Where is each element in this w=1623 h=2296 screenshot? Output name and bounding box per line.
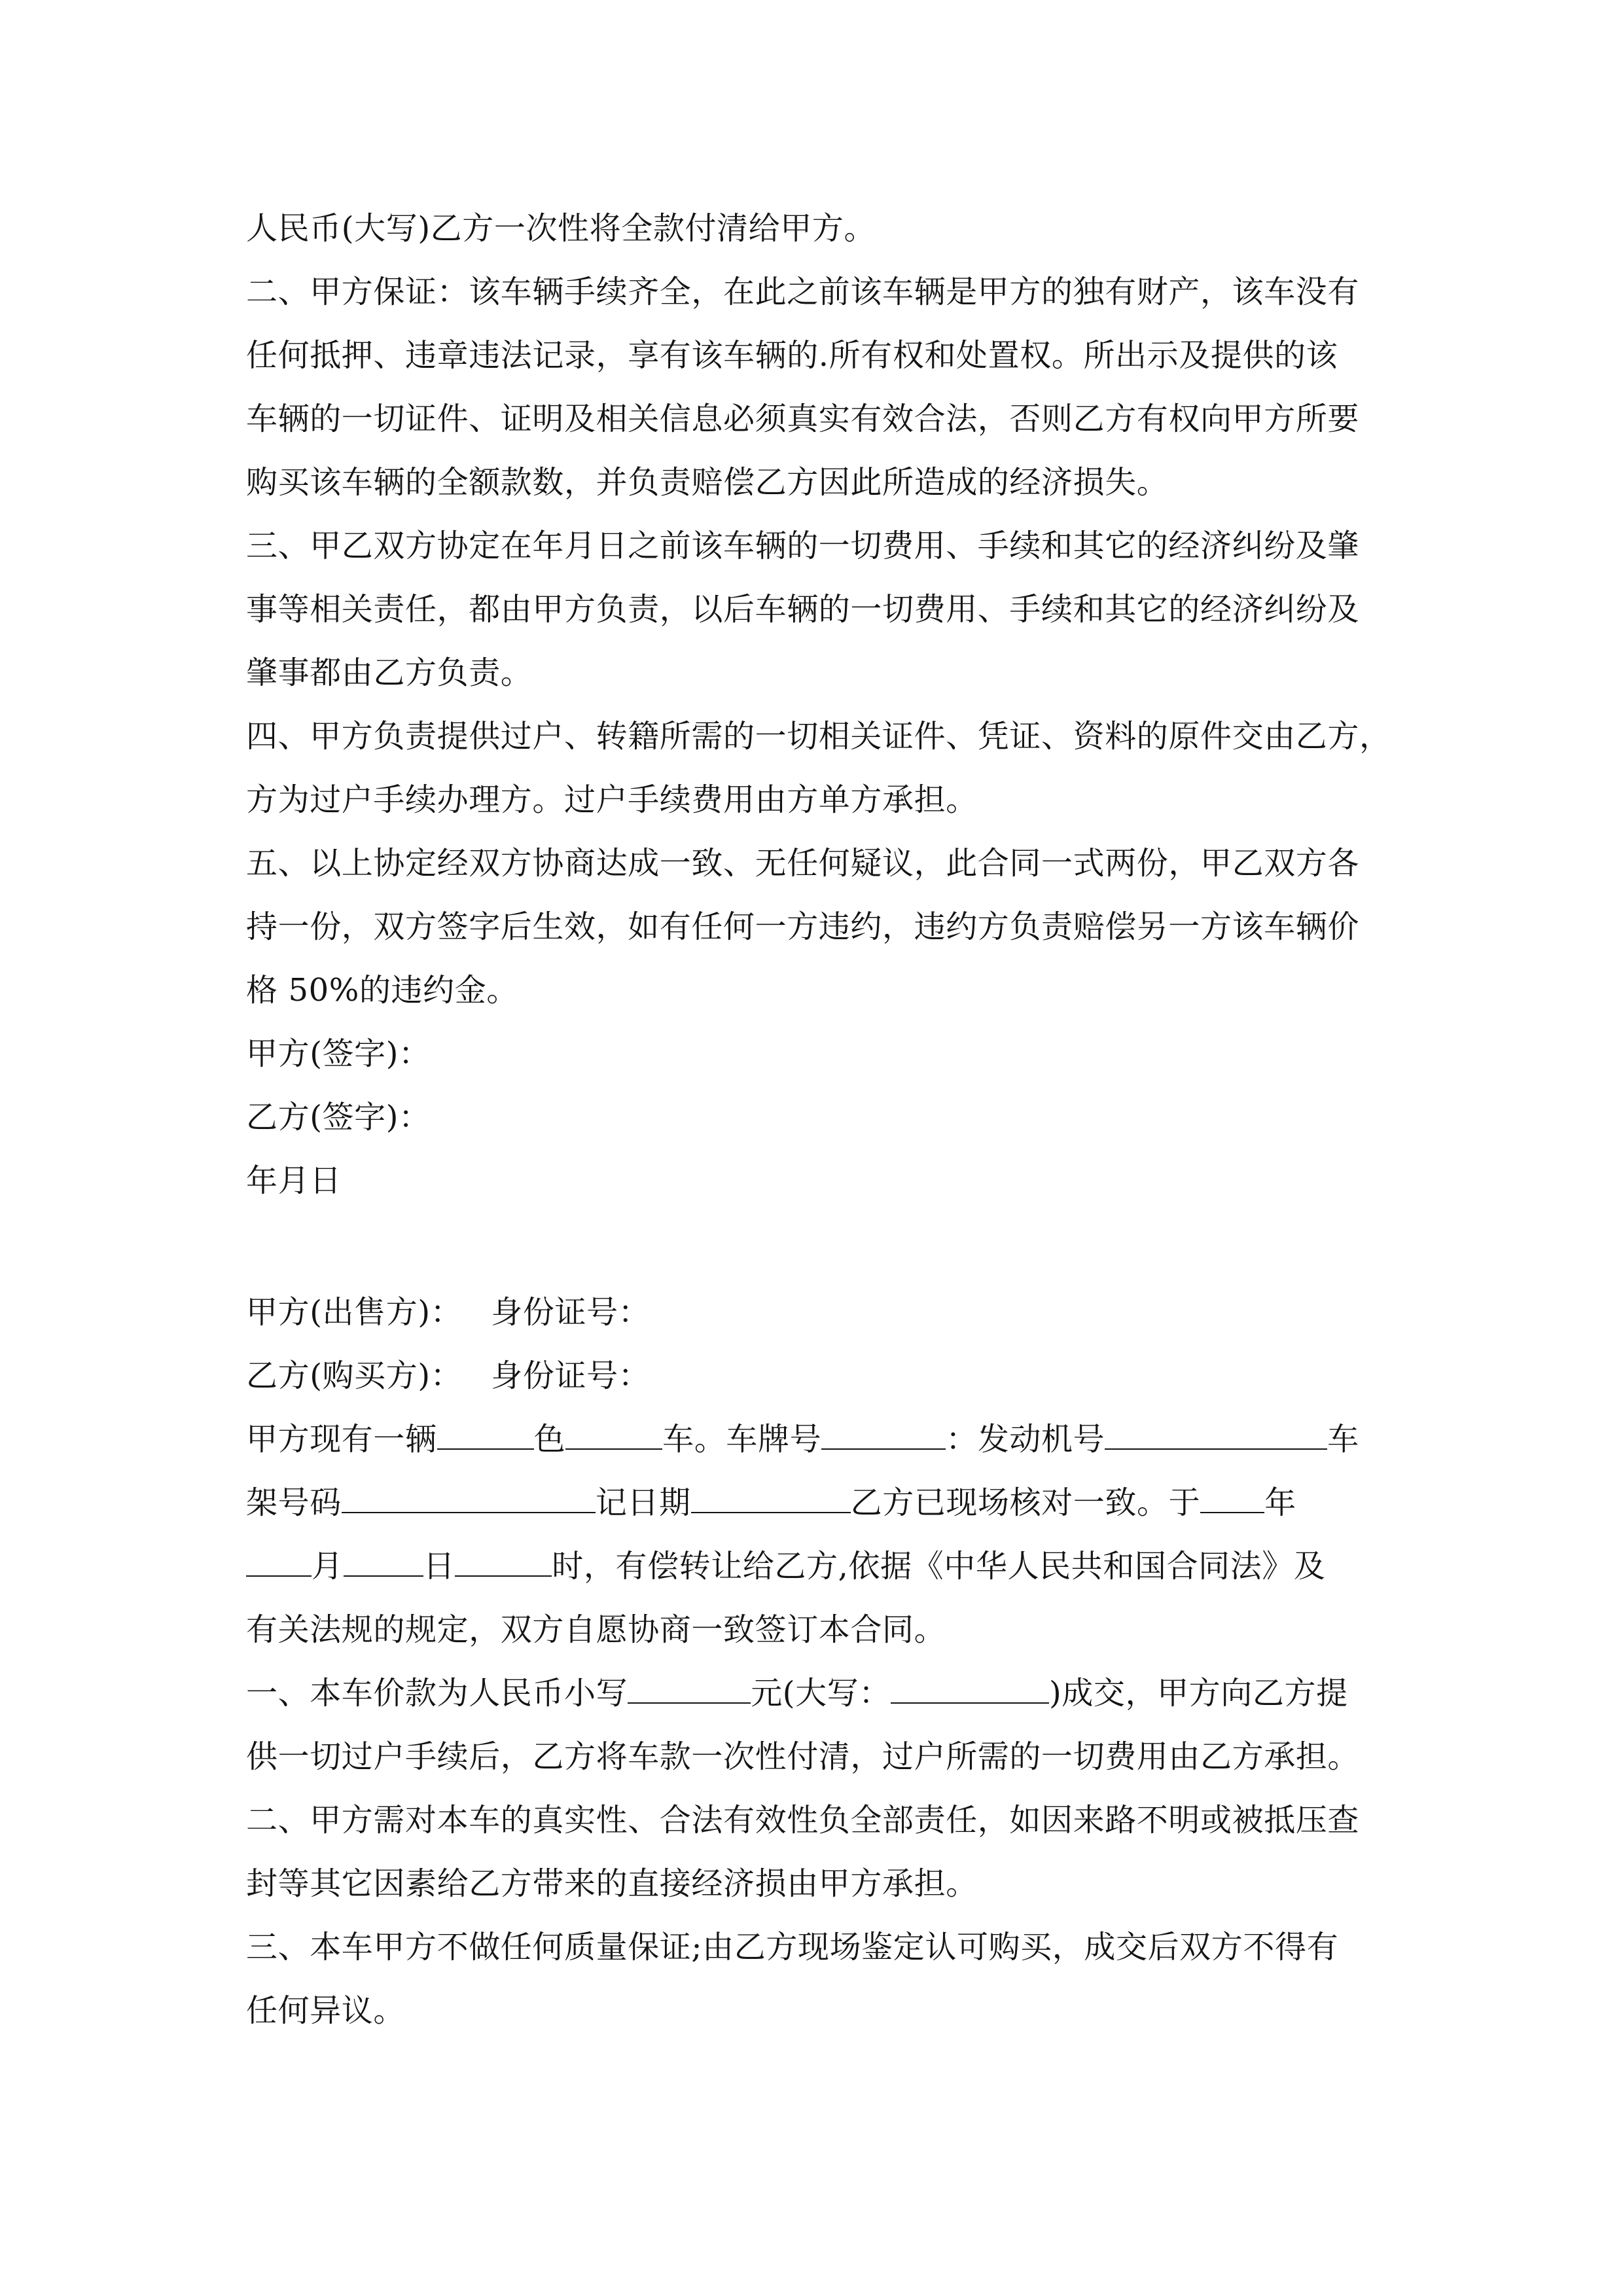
transfer-time-line: [246, 1535, 1398, 1598]
text-segment: 甲方现有一辆: [246, 1421, 437, 1458]
text-segment: 乙方已现场核对一致。于: [850, 1484, 1201, 1521]
text-line: 方为过户手续办理方。过户手续费用由方单方承担。: [246, 781, 978, 818]
color-blank[interactable]: [437, 1426, 534, 1450]
party-b-signature-line: 乙方(签字)：: [246, 1099, 431, 1136]
text-line: 人民币(大写)乙方一次性将全款付清给甲方。: [246, 210, 876, 247]
seller-line: [246, 1281, 1398, 1344]
text-line: 有关法规的规定，双方自愿协商一致签订本合同。: [246, 1611, 946, 1648]
date-line: 年月日: [246, 1162, 342, 1199]
hour-blank[interactable]: [455, 1553, 552, 1577]
month-blank[interactable]: [246, 1553, 312, 1577]
text-line: 任何异议。: [246, 1992, 406, 2029]
text-line: 二、甲方保证：该车辆手续齐全，在此之前该车辆是甲方的独有财产，该车没有: [246, 274, 1360, 310]
frame-line: [246, 1471, 1398, 1535]
text-segment: 时，有偿转让给乙方,依据《中华人民共和国合同法》及: [552, 1548, 1326, 1585]
text-segment: 记日期: [595, 1484, 691, 1521]
text-line: 车辆的一切证件、证明及相关信息必须真实有效合法，否则乙方有权向甲方所要: [246, 401, 1360, 437]
text-segment: ：发动机号: [946, 1421, 1105, 1458]
price-amount-blank[interactable]: [628, 1680, 751, 1704]
text-line: 购买该车辆的全额款数，并负责赔偿乙方因此所造成的经济损失。: [246, 464, 1169, 501]
vehicle-transfer-contract: [246, 1281, 1398, 2043]
text-line: 二、甲方需对本车的真实性、合法有效性负全部责任，如因来路不明或被抵压查: [246, 1802, 1360, 1839]
price-line: [246, 1662, 1398, 1725]
text-segment: 元(大写：: [751, 1675, 891, 1712]
engine-number-blank[interactable]: [1105, 1426, 1327, 1450]
text-line: 供一切过户手续后，乙方将车款一次性付清，过户所需的一切费用由乙方承担。: [246, 1738, 1360, 1775]
text-segment: 车。车牌号: [662, 1421, 822, 1458]
text-line: 任何抵押、违章违法记录，享有该车辆的.所有权和处置权。所出示及提供的该: [246, 337, 1338, 374]
text-segment: 一、本车价款为人民币小写: [246, 1675, 628, 1712]
buyer-id-label: 身份证号：: [491, 1357, 651, 1394]
text-line: 五、以上协定经双方协商达成一致、无任何疑议，此合同一式两份，甲乙双方各: [246, 845, 1360, 882]
text-line: 格 50%的违约金。: [246, 972, 518, 1009]
vehicle-line: [246, 1408, 1398, 1471]
seller-id-label: 身份证号：: [491, 1294, 651, 1331]
registration-date-blank[interactable]: [691, 1490, 851, 1513]
model-blank[interactable]: [565, 1426, 662, 1450]
text-line: 肇事都由乙方负责。: [246, 655, 533, 691]
text-segment: 架号码: [246, 1484, 342, 1521]
text-segment: )成交，甲方向乙方提: [1048, 1675, 1348, 1712]
year-blank[interactable]: [1200, 1490, 1264, 1513]
text-segment: 色: [533, 1421, 566, 1458]
text-line: 四、甲方负责提供过户、转籍所需的一切相关证件、凭证、资料的原件交由乙方，: [246, 718, 1391, 755]
buyer-line: [246, 1344, 1398, 1408]
text-segment: 日: [423, 1548, 455, 1585]
text-segment: 车: [1327, 1421, 1359, 1458]
party-a-signature-line: 甲方(签字)：: [246, 1035, 431, 1072]
text-line: 事等相关责任，都由甲方负责，以后车辆的一切费用、手续和其它的经济纠纷及: [246, 591, 1360, 628]
text-line: 三、甲乙双方协定在年月日之前该车辆的一切费用、手续和其它的经济纠纷及肇: [246, 528, 1360, 564]
contract-continuation: [246, 197, 1398, 1213]
day-blank[interactable]: [344, 1553, 423, 1577]
price-uppercase-blank[interactable]: [891, 1680, 1049, 1704]
seller-label: 甲方(出售方)：: [246, 1294, 463, 1331]
text-line: 持一份，双方签字后生效，如有任何一方违约，违约方负责赔偿另一方该车辆价: [246, 908, 1360, 945]
plate-number-blank[interactable]: [821, 1426, 946, 1450]
text-line: 封等其它因素给乙方带来的直接经济损由甲方承担。: [246, 1865, 978, 1902]
text-segment: 年: [1264, 1484, 1296, 1521]
text-line: 三、本车甲方不做任何质量保证;由乙方现场鉴定认可购买，成交后双方不得有: [246, 1929, 1339, 1965]
frame-number-blank[interactable]: [342, 1490, 596, 1513]
text-segment: 月: [312, 1548, 344, 1585]
buyer-label: 乙方(购买方)：: [246, 1357, 463, 1394]
